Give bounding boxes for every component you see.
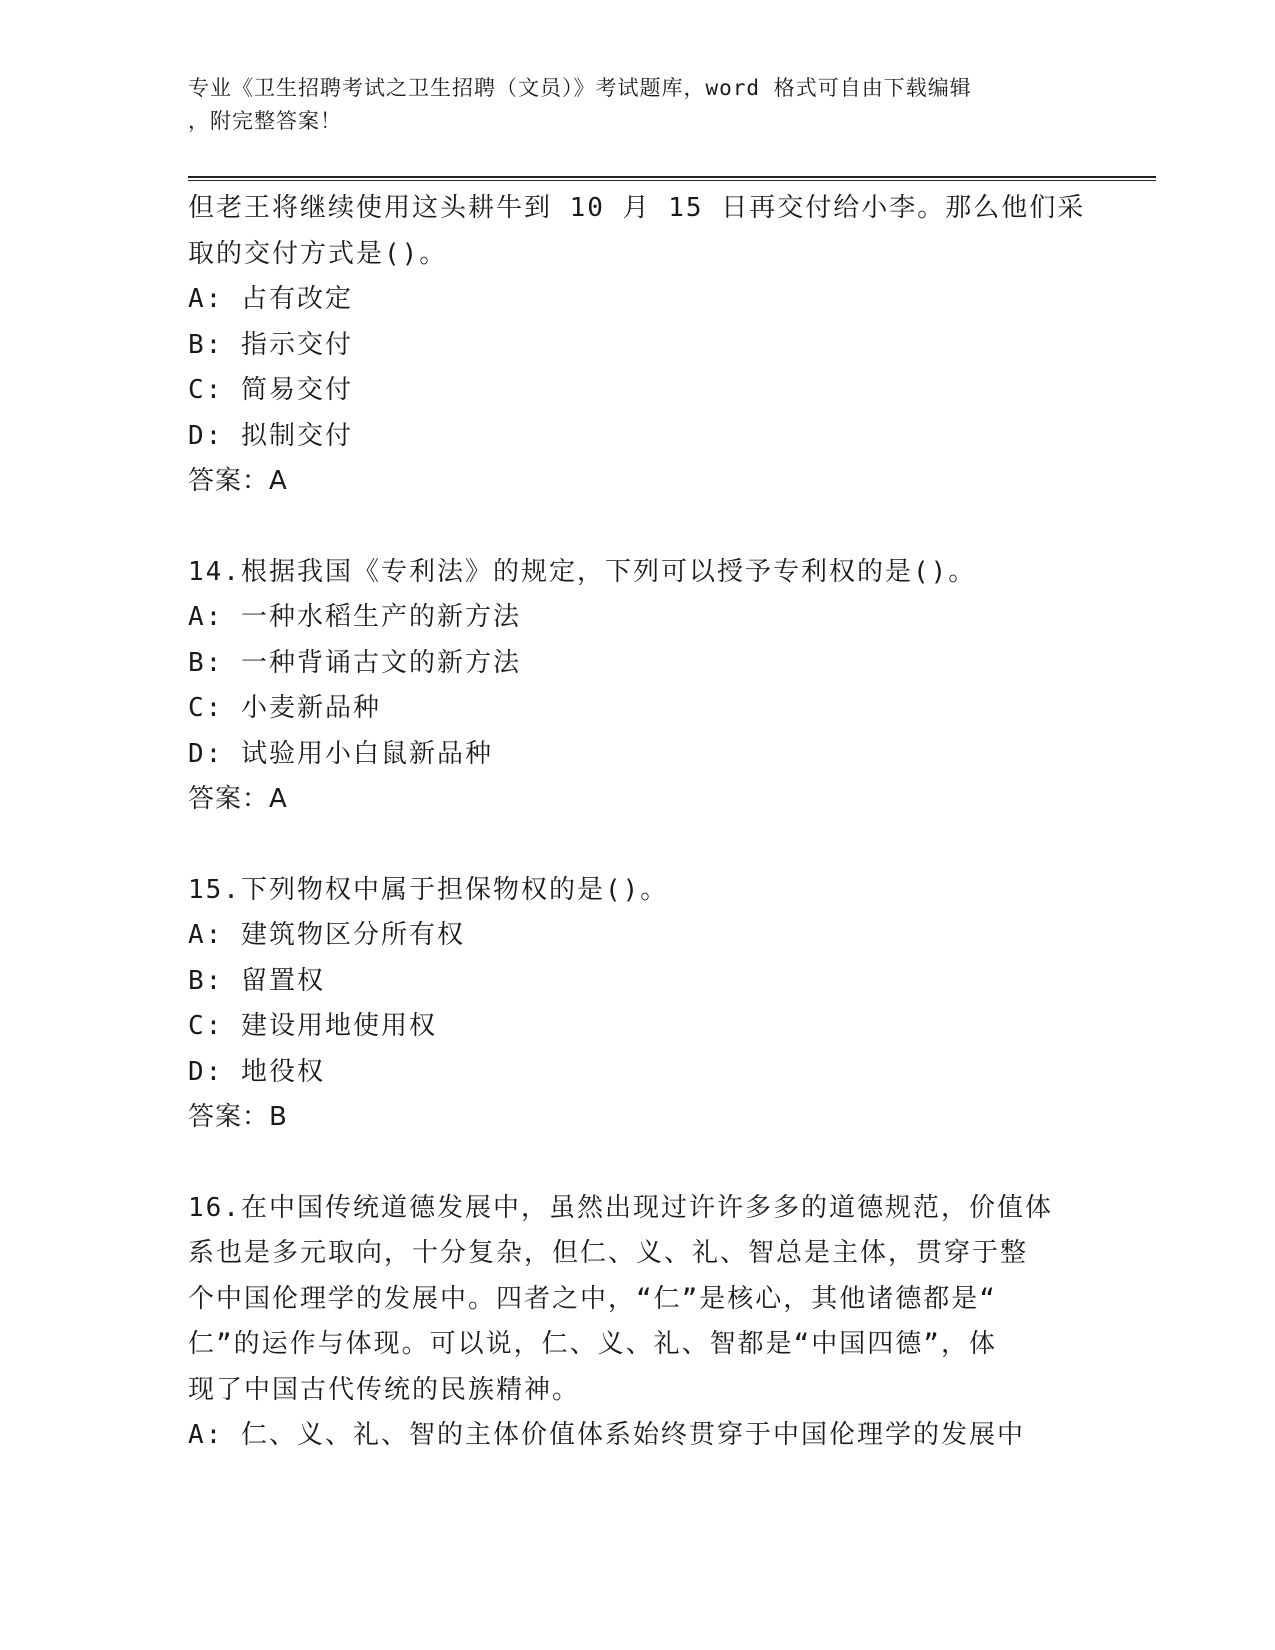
question-13 — [188, 186, 1088, 505]
option-d: D: 试验用小白鼠新品种 — [188, 738, 493, 769]
question-stem-line: 仁”的运作与体现。可以说，仁、义、礼、智都是“中国四德”，体 — [188, 1329, 997, 1359]
option-a: A: 建筑物区分所有权 — [188, 920, 465, 950]
question-stem-line: 16.在中国传统道德发展中，虽然出现过许许多多的道德规范，价值体 — [188, 1192, 1053, 1223]
question-stem-line: 现了中国古代传统的民族精神。 — [188, 1374, 581, 1405]
question-spacer — [188, 1141, 1088, 1186]
header-line-2: ，附完整答案！ — [188, 109, 342, 133]
question-stem-line: 但老王将继续使用这头耕牛到 10 月 15 日再交付给小李。那么他们采 — [188, 193, 1086, 223]
option-c: C: 简易交付 — [188, 375, 353, 405]
question-stem-line: 15.下列物权中属于担保物权的是()。 — [188, 874, 669, 905]
question-stem-line: 14.根据我国《专利法》的规定，下列可以授予专利权的是()。 — [188, 556, 977, 587]
option-a: A: 仁、义、礼、智的主体价值体系始终贯穿于中国伦理学的发展中 — [188, 1420, 1025, 1450]
answer-label: 答案：B — [188, 1102, 288, 1132]
option-a: A: 占有改定 — [188, 284, 353, 314]
answer-label: 答案：A — [188, 784, 288, 814]
question-stem-line: 个中国伦理学的发展中。四者之中，“仁”是核心，其他诸德都是“ — [188, 1283, 997, 1314]
option-d: D: 地役权 — [188, 1056, 325, 1087]
header-divider — [188, 176, 1156, 181]
question-spacer — [188, 505, 1088, 550]
document-body — [188, 186, 1088, 1459]
option-c: C: 小麦新品种 — [188, 693, 381, 723]
question-spacer — [188, 823, 1088, 868]
option-b: B: 指示交付 — [188, 329, 353, 360]
question-stem-line: 取的交付方式是()。 — [188, 238, 448, 269]
question-15 — [188, 868, 1088, 1141]
option-c: C: 建设用地使用权 — [188, 1011, 437, 1041]
answer-label: 答案：A — [188, 466, 288, 496]
option-b: B: 留置权 — [188, 965, 325, 996]
page-header — [188, 72, 1068, 138]
option-d: D: 拟制交付 — [188, 420, 353, 451]
header-line-1: 专业《卫生招聘考试之卫生招聘（文员）》考试题库，word 格式可自由下载编辑 — [188, 76, 972, 100]
question-16 — [188, 1186, 1088, 1459]
option-a: A: 一种水稻生产的新方法 — [188, 602, 521, 632]
option-b: B: 一种背诵古文的新方法 — [188, 647, 521, 678]
question-14 — [188, 550, 1088, 823]
question-stem-line: 系也是多元取向，十分复杂，但仁、义、礼、智总是主体，贯穿于整 — [188, 1238, 1029, 1268]
